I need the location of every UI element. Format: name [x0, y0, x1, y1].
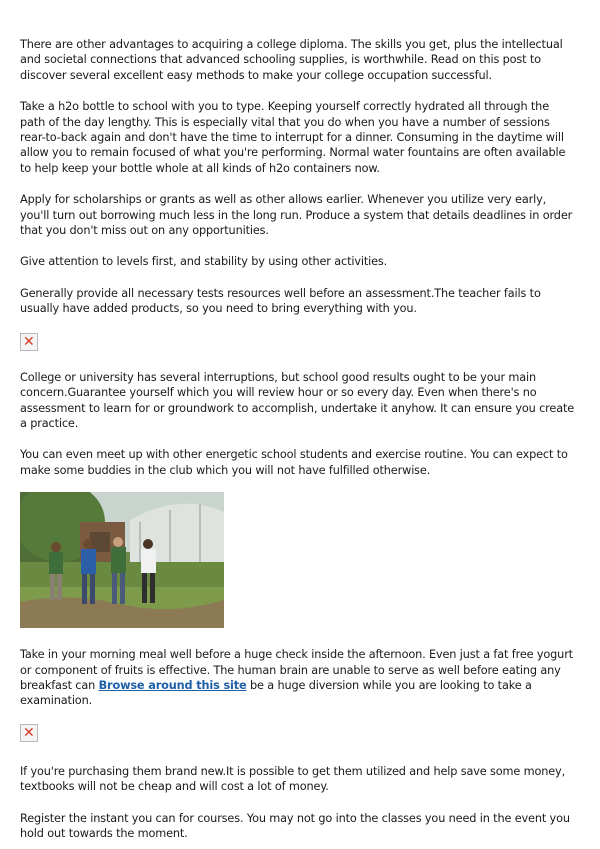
paragraph-9: If you're purchasing them brand new.It is possible to get them utilized and help save some money, textbooks will not be cheap and will cost a lot of money. — [20, 764, 566, 794]
broken-image-icon-2 — [20, 724, 38, 742]
paragraph-7: You can even meet up with other energetic school students and exercise routine. You can expect to make some buddies in the club which you will not have fulfilled otherwise. — [20, 448, 568, 477]
broken-image-icon — [20, 333, 38, 351]
paragraph-8 — [20, 647, 576, 709]
paragraph-6: College or university has several interruptions, but school good results ought to be your main concern.Guarantee yourself which you will review hour or so every day. Even when there's no assessment to learn for or groundwork to accomplish, undertake it anyhow. It can ensure you create a practice. — [20, 370, 575, 430]
garden-photo — [20, 492, 224, 628]
paragraph-4: Give attention to levels first, and stability by using other activities. — [20, 255, 388, 269]
article-body — [20, 37, 576, 841]
paragraph-2: Take a h2o bottle to school with you to type. Keeping yourself correctly hydrated all through the path of the day lengthy. This is especially vital that you do when you have a number of sessions rear-to-back again and don't have the time to interrupt for a dinner. Consuming in the daytime will allow you to remain focused of what you're performing. Normal water fountains are often available to help keep your bottle whole at all kinds of h2o containers now. — [20, 100, 566, 175]
broken-image-x-icon: ✕ — [23, 333, 35, 350]
paragraph-5: Generally provide all necessary tests resources well before an assessment.The teacher fails to usually have added products, so you need to bring everything with you. — [20, 286, 541, 316]
paragraph-8-text-before: Take in your morning meal well before a huge check inside the afternoon. Even just a fat free yogurt or component of fruits is effective. The human brain are unable to serve as well before eating any breakfast can — [20, 648, 573, 692]
paragraph-1: There are other advantages to acquiring a college diploma. The skills you get, plus the intellectual and societal connections that advanced schooling supplies, is worthwhile. Read on this post to discover several excellent easy methods to make your college occupation successful. — [20, 38, 563, 82]
browse-site-link[interactable]: Browse around this site — [98, 678, 247, 692]
paragraph-8-text-after: be a huge diversion while you are looking to take a examination. — [20, 678, 532, 708]
paragraph-3: Apply for scholarships or grants as well as other allows earlier. Whenever you utilize very early, you'll turn out borrowing much less in the long run. Produce a system that details deadlines in order that you don't miss out on any opportunities. — [20, 193, 573, 238]
paragraph-10: Register the instant you can for courses. You may not go into the classes you need in the event you hold out towards the moment. — [20, 811, 570, 840]
broken-image-x-icon-2: ✕ — [23, 724, 35, 741]
garden-photo-illustration — [20, 492, 224, 628]
